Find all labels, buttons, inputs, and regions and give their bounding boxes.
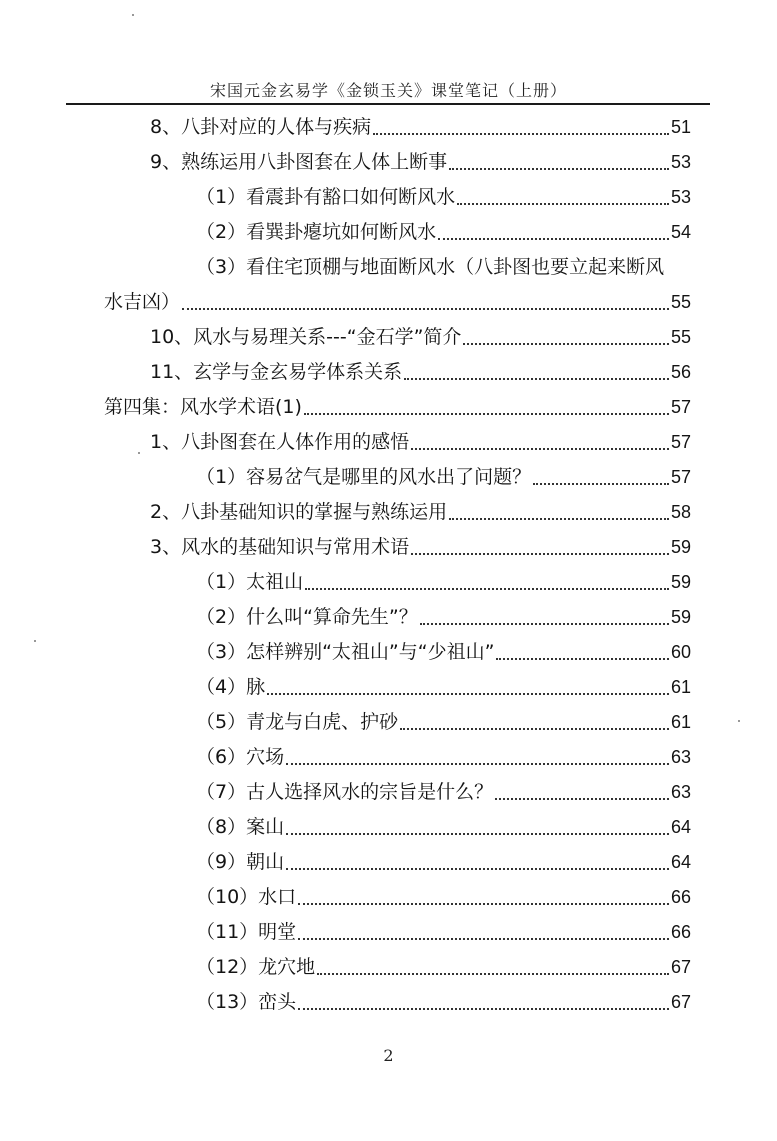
toc-entry xyxy=(150,355,691,389)
toc-entry xyxy=(196,180,691,214)
toc-entry xyxy=(150,320,691,354)
toc-page-number: 59 xyxy=(670,607,691,627)
toc-entry-label: 9、熟练运用八卦图套在人体上断事 xyxy=(150,151,448,173)
toc-entry-label: （2）看巽卦瘪坑如何断风水 xyxy=(196,221,437,243)
toc-page-number: 61 xyxy=(670,677,691,697)
toc-entry xyxy=(150,495,691,529)
toc-entry-label: （4）脉 xyxy=(196,676,266,698)
toc-dot-leader xyxy=(373,133,669,135)
toc-dot-leader xyxy=(286,763,669,765)
toc-entry xyxy=(196,460,691,494)
toc-entry xyxy=(196,810,691,844)
toc-entry xyxy=(196,950,691,984)
header-title: 宋国元金玄易学《金锁玉关》课堂笔记（上册） xyxy=(209,81,567,100)
toc-entry xyxy=(196,215,691,249)
toc-dot-leader xyxy=(286,868,669,870)
toc-dot-leader xyxy=(182,308,669,310)
toc-entry-label-line2: 水吉凶） xyxy=(104,291,181,313)
toc-dot-leader xyxy=(304,413,669,415)
toc-page-number: 64 xyxy=(670,852,691,872)
toc-dot-leader xyxy=(305,588,669,590)
toc-page-number: 58 xyxy=(670,502,691,522)
toc-page-number: 57 xyxy=(670,397,691,417)
toc-dot-leader xyxy=(496,658,669,660)
toc-dot-leader xyxy=(298,903,669,905)
toc-entry xyxy=(196,670,691,704)
toc-section-heading xyxy=(104,390,691,424)
toc-dot-leader xyxy=(404,378,669,380)
toc-dot-leader xyxy=(449,518,669,520)
toc-page-number: 66 xyxy=(670,887,691,907)
toc-entry-label: （1）看震卦有豁口如何断风水 xyxy=(196,186,456,208)
toc-page-number: 64 xyxy=(670,817,691,837)
toc-page-number: 54 xyxy=(670,222,691,242)
toc-entry xyxy=(196,635,691,669)
toc-entry-label: （1）容易岔气是哪里的风水出了问题？ xyxy=(196,466,532,488)
toc-entry-label: （1）太祖山 xyxy=(196,571,304,593)
toc-entry xyxy=(196,600,691,634)
toc-entry xyxy=(150,145,691,179)
toc-entry-label: 3、风水的基础知识与常用术语 xyxy=(150,536,410,558)
toc-entry-label: （2）什么叫“算命先生”？ xyxy=(196,606,418,628)
toc-entry xyxy=(196,985,691,1019)
toc-entry xyxy=(196,565,691,599)
toc-dot-leader xyxy=(411,448,669,450)
toc-entry-label: （12）龙穴地 xyxy=(196,956,316,978)
toc-page-number: 67 xyxy=(670,992,691,1012)
toc-entry-label-line1: （3）看住宅顶棚与地面断风水（八卦图也要立起来断风 xyxy=(196,256,665,278)
toc-entry-label: （8）案山 xyxy=(196,816,285,838)
toc-dot-leader xyxy=(457,203,669,205)
toc-dot-leader xyxy=(317,973,669,975)
toc-page-number: 55 xyxy=(670,292,691,312)
toc-page-number: 55 xyxy=(670,327,691,347)
toc-page-number: 59 xyxy=(670,537,691,557)
page-number: 2 xyxy=(383,1046,394,1065)
toc-page-number: 63 xyxy=(670,782,691,802)
toc-page-number: 59 xyxy=(670,572,691,592)
toc-entry-label: （11）明堂 xyxy=(196,921,297,943)
toc-page-number: 56 xyxy=(670,362,691,382)
toc-page-number: 57 xyxy=(670,432,691,452)
toc-dot-leader xyxy=(267,693,669,695)
toc-page-number: 61 xyxy=(670,712,691,732)
toc-dot-leader xyxy=(449,168,669,170)
toc-page-number: 53 xyxy=(670,187,691,207)
toc-page-number: 66 xyxy=(670,922,691,942)
toc-entry-label: （5）青龙与白虎、护砂 xyxy=(196,711,399,733)
toc-dot-leader xyxy=(495,798,669,800)
toc-entry xyxy=(196,845,691,879)
toc-dot-leader xyxy=(463,343,669,345)
toc-dot-leader xyxy=(286,833,669,835)
toc-entry-label: （10）水口 xyxy=(196,886,297,908)
toc-entry xyxy=(150,530,691,564)
toc-dot-leader xyxy=(438,238,669,240)
toc-entry-label: （6）穴场 xyxy=(196,746,285,768)
toc-page-number: 63 xyxy=(670,747,691,767)
toc-entry xyxy=(196,775,691,809)
scan-speck xyxy=(34,640,36,642)
header-rule xyxy=(66,103,710,105)
toc-entry xyxy=(196,705,691,739)
toc-entry xyxy=(196,915,691,949)
toc-entry-label: （7）古人选择风水的宗旨是什么？ xyxy=(196,781,494,803)
scan-speck xyxy=(132,14,134,16)
toc-entry-label: （3）怎样辨别“太祖山”与“少祖山” xyxy=(196,641,495,663)
toc-dot-leader xyxy=(400,728,669,730)
toc-page-number: 51 xyxy=(670,117,691,137)
scan-speck xyxy=(738,720,740,722)
toc-page-number: 53 xyxy=(670,152,691,172)
toc-page-number: 60 xyxy=(670,642,691,662)
toc-entry xyxy=(196,880,691,914)
toc-dot-leader xyxy=(411,553,669,555)
toc-entry-label: 第四集：风水学术语(1) xyxy=(104,396,302,418)
toc-entry xyxy=(150,110,691,144)
toc-entry-label: 11、玄学与金玄易学体系关系 xyxy=(150,361,403,383)
toc-entry-label: 1、八卦图套在人体作用的感悟 xyxy=(150,431,410,453)
toc-dot-leader xyxy=(420,623,669,625)
toc-entry xyxy=(196,740,691,774)
toc-dot-leader xyxy=(533,483,669,485)
toc-dot-leader xyxy=(298,1008,669,1010)
toc-entry xyxy=(150,425,691,459)
scan-speck xyxy=(138,452,140,454)
toc-page-number: 57 xyxy=(670,467,691,487)
toc-entry-label: 8、八卦对应的人体与疾病 xyxy=(150,116,372,138)
toc-entry-label: （9）朝山 xyxy=(196,851,285,873)
toc-entry-label: （13）峦头 xyxy=(196,991,297,1013)
toc-page-number: 67 xyxy=(670,957,691,977)
toc-entry-label: 2、八卦基础知识的掌握与熟练运用 xyxy=(150,501,448,523)
toc-entry xyxy=(104,285,691,319)
toc-entry-label: 10、风水与易理关系---“金石学”简介 xyxy=(150,326,462,348)
toc-dot-leader xyxy=(298,938,669,940)
